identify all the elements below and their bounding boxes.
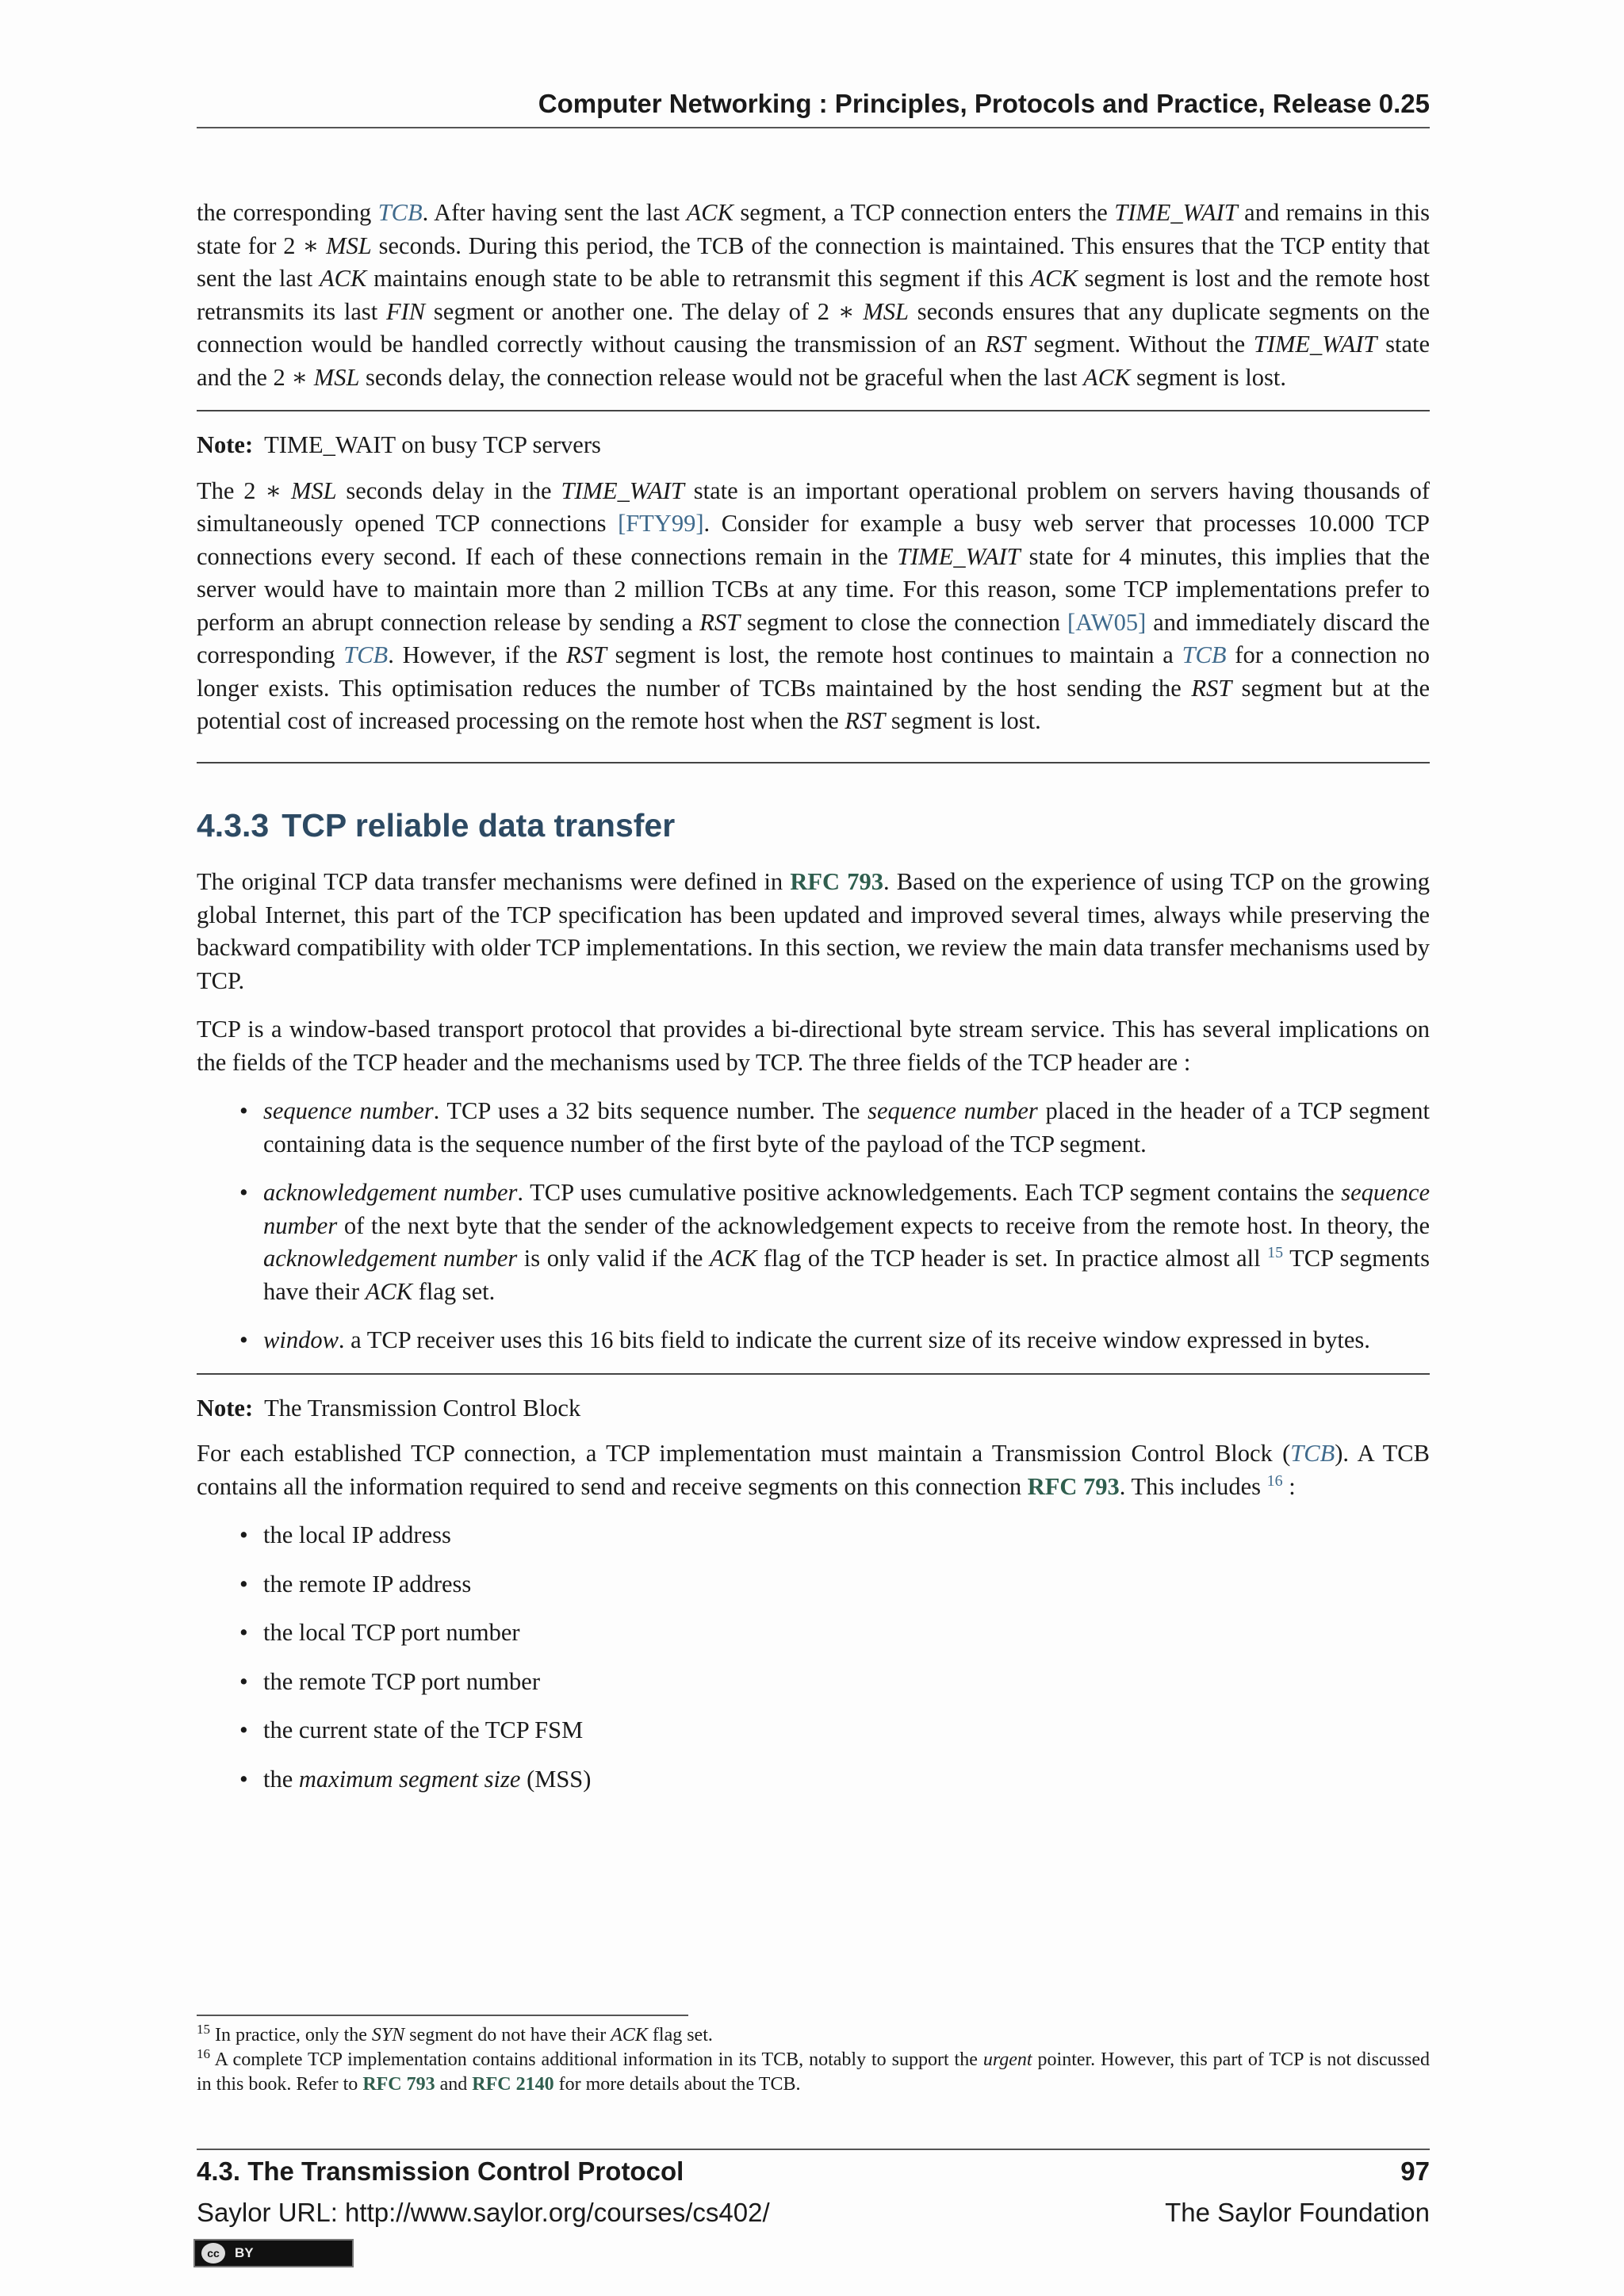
rfc-793-link[interactable]: RFC 793 bbox=[362, 2074, 435, 2095]
note-title: Note: The Transmission Control Block bbox=[197, 1394, 581, 1422]
footer-section-title: 4.3. The Transmission Control Protocol bbox=[197, 2156, 684, 2186]
tcp-header-fields-list bbox=[197, 1095, 1430, 1357]
note-tcb bbox=[197, 1373, 1430, 1820]
cc-icon: cc bbox=[201, 2243, 225, 2263]
list-item: • window. a TCP receiver uses this 16 bits field to indicate the current size of its receive window expressed in bytes. bbox=[263, 1324, 1430, 1357]
list-item: • the remote IP address bbox=[263, 1568, 1430, 1601]
footnote-16: $^{16}$ A complete TCP implementation contains additional information in its TCB, notably to support the urgent pointer. However, this part of TCP is not discussed in this book. Refer to RFC 793 and RFC 2140 for more details about the TCB. bbox=[197, 2046, 1430, 2095]
document-page bbox=[197, 0, 1430, 2296]
section-number: 4.3.3 bbox=[197, 806, 270, 844]
list-item: • the maximum segment size (MSS) bbox=[263, 1763, 1430, 1797]
note-label: Note: bbox=[197, 431, 254, 458]
by-label: BY bbox=[235, 2245, 254, 2260]
saylor-foundation: The Saylor Foundation bbox=[1165, 2198, 1430, 2227]
intro-paragraph: the corresponding TCB. After having sent the last ACK segment, a TCP connection enters the TIME_WAIT and remains in this state for 2 ∗ MSL seconds. During this period, the TCB of the connection is maintained. This ensures that the TCP entity that sent the last ACK maintains enough state to be able to retransmit this segment if this ACK segment is lost and the remote host retransmits its last FIN segment or another one. The delay of 2 ∗ MSL seconds ensures that any duplicate segments on the connection would be handled correctly without causing the transmission of an RST segment. Without the TIME_WAIT state and the 2 ∗ MSL seconds delay, the connection release would not be graceful when the last ACK segment is lost. bbox=[197, 199, 1430, 391]
tcb-contents-list bbox=[197, 1519, 1430, 1796]
footnote-ref-16[interactable]: 16 bbox=[1266, 1471, 1283, 1490]
page-number: 97 bbox=[1400, 2156, 1430, 2186]
tcb-link[interactable]: TCB bbox=[1182, 641, 1227, 668]
rfc-793-link[interactable]: RFC 793 bbox=[790, 868, 883, 895]
list-item: • the local IP address bbox=[263, 1519, 1430, 1552]
note-time-wait bbox=[197, 410, 1430, 763]
footer-section-line bbox=[197, 2156, 1430, 2187]
list-item: • sequence number. TCP uses a 32 bits sequence number. The sequence number placed in the header of a TCP segment containing data is the sequence number of the first byte of the payload of the TCP segment. bbox=[263, 1095, 1430, 1161]
citation-fty99[interactable]: [FTY99] bbox=[618, 510, 704, 537]
tcb-link[interactable]: TCB bbox=[1290, 1440, 1335, 1467]
list-item: • the current state of the TCP FSM bbox=[263, 1714, 1430, 1747]
note-label: Note: bbox=[197, 1394, 254, 1422]
list-item: • acknowledgement number. TCP uses cumulative positive acknowledgements. Each TCP segment contains the sequence number of the next byte that the sender of the acknowledgement expects to receive from the remote host. In theory, the acknowledgement number is only valid if the ACK flag of the TCP header is set. In practice almost all $^{15}$ TCP segments have their ACK flag set. bbox=[263, 1177, 1430, 1308]
section-heading bbox=[197, 806, 1430, 844]
cc-by-license-badge[interactable] bbox=[193, 2239, 354, 2267]
footnote-rule bbox=[197, 2015, 688, 2016]
rfc-2140-link[interactable]: RFC 2140 bbox=[472, 2074, 554, 2095]
footnote-15: $^{15}$ In practice, only the SYN segment do not have their ACK flag set. bbox=[197, 2022, 713, 2045]
section-paragraph: TCP is a window-based transport protocol that provides a bi-directional byte stream service. This has several implications on the fields of the TCP header and the mechanisms used by TCP. The three fields of the TCP header are : bbox=[197, 1016, 1430, 1076]
footnotes bbox=[197, 2023, 1430, 2097]
citation-aw05[interactable]: [AW05] bbox=[1067, 608, 1147, 636]
note-paragraph: For each established TCP connection, a TCP implementation must maintain a Transmission Control Block (TCB). A TCB contains all the information required to send and receive segments on this connection RFC 793. This includes $^{16}$ : bbox=[197, 1440, 1430, 1500]
note-paragraph: The 2 ∗ MSL seconds delay in the TIME_WAIT state is an important operational problem on servers having thousands of simultaneously opened TCP connections [FTY99]. Consider for example a busy web server that processes 10.000 TCP connections every second. If each of these connections remain in the TIME_WAIT state for 4 minutes, this implies that the server would have to maintain more than 2 million TCBs at any time. For this reason, some TCP implementations prefer to perform an abrupt connection release by sending a RST segment to close the connection [AW05] and immediately discard the corresponding TCB. However, if the RST segment is lost, the remote host continues to maintain a TCB for a connection no longer exists. This optimisation reduces the number of TCBs maintained by the host sending the RST segment but at the potential cost of increased processing on the remote host when the RST segment is lost. bbox=[197, 476, 1430, 734]
running-header: Computer Networking : Principles, Protocols and Practice, Release 0.25 bbox=[538, 89, 1430, 118]
note-title: Note: TIME_WAIT on busy TCP servers bbox=[197, 431, 601, 458]
rfc-793-link[interactable]: RFC 793 bbox=[1027, 1472, 1120, 1500]
section-paragraph: The original TCP data transfer mechanisms were defined in RFC 793. Based on the experience of using TCP on the growing global Internet, this part of the TCP specification has been updated and improved several times, always while preserving the backward compatibility with older TCP implementations. In this section, we review the main data transfer mechanisms used by TCP. bbox=[197, 868, 1430, 994]
footer-rule bbox=[197, 2149, 1430, 2150]
header-rule bbox=[197, 127, 1430, 128]
list-item: • the remote TCP port number bbox=[263, 1666, 1430, 1699]
tcb-link[interactable]: TCB bbox=[377, 199, 423, 226]
section-title: TCP reliable data transfer bbox=[282, 806, 676, 844]
page-content bbox=[197, 197, 1430, 1835]
list-item: • the local TCP port number bbox=[263, 1617, 1430, 1650]
saylor-url[interactable]: Saylor URL: http://www.saylor.org/courses/cs402/ bbox=[197, 2198, 770, 2227]
footnote-ref-15[interactable]: 15 bbox=[1267, 1243, 1284, 1261]
tcb-link[interactable]: TCB bbox=[343, 641, 389, 668]
footer-source-line bbox=[197, 2198, 1430, 2228]
